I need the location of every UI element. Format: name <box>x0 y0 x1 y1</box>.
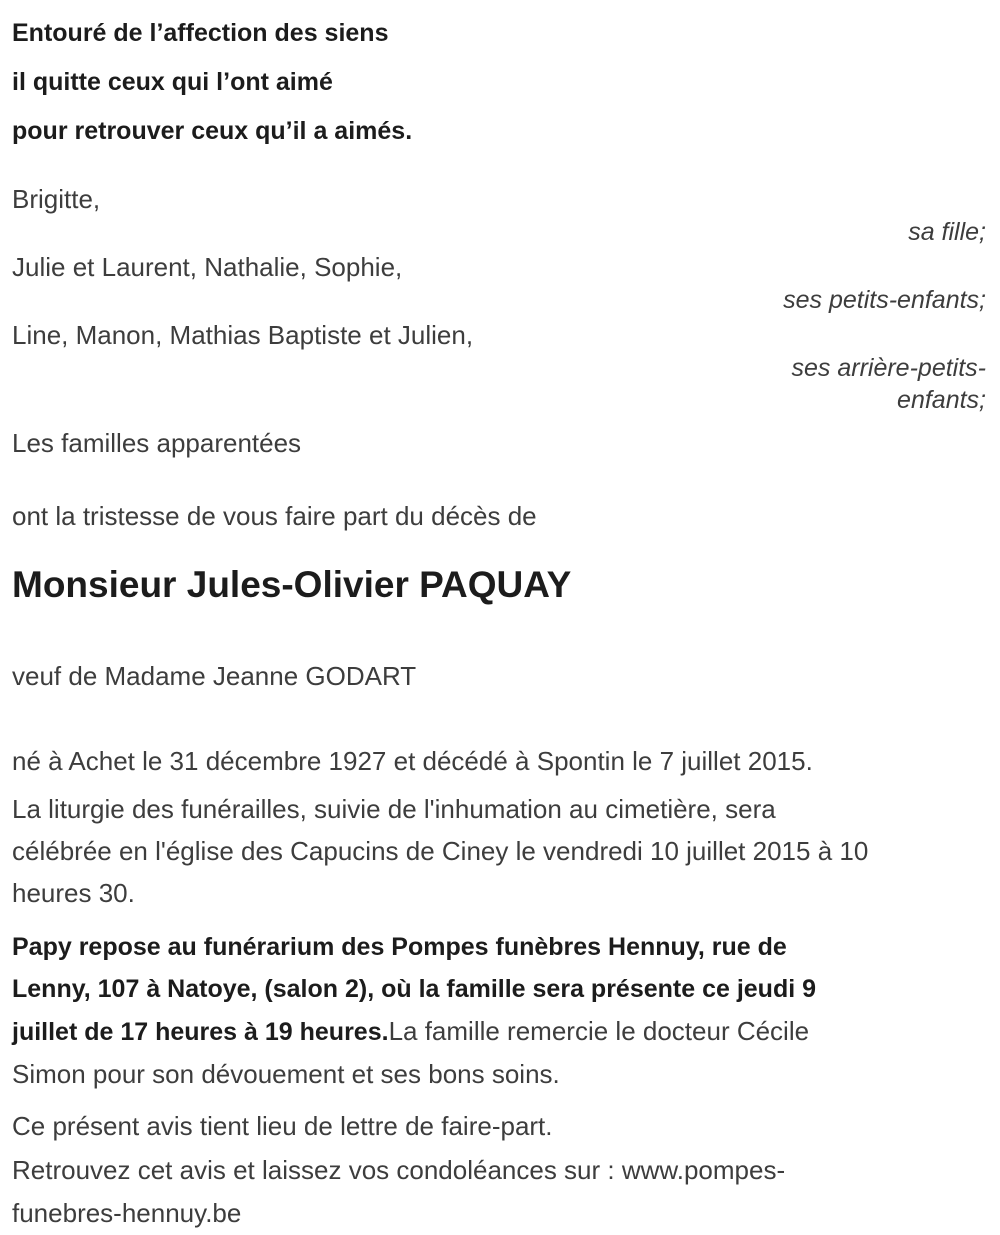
family-group-great-grandchildren <box>12 318 986 416</box>
thanks-inline: La famille remercie le docteur Cécile <box>388 1016 810 1046</box>
ceremony-line-1: La liturgie des funérailles, suivie de l'inhumation au cimetière, sera <box>12 794 776 824</box>
funerarium-bold-tail: juillet de 17 heures à 19 heures. <box>12 1018 389 1046</box>
funerarium-line-2: Lenny, 107 à Natoye, (salon 2), où la famille sera présente ce jeudi 9 <box>12 975 817 1003</box>
family-relation: sa fille; <box>908 218 986 246</box>
ceremony-paragraph <box>12 788 986 914</box>
birth-death-line: né à Achet le 31 décembre 1927 et décédé à Spontin le 7 juillet 2015. <box>12 746 813 776</box>
announcement-intro: ont la tristesse de vous faire part du décès de <box>12 501 537 531</box>
family-names: Julie et Laurent, Nathalie, Sophie, <box>12 252 403 282</box>
deceased-name-heading: Monsieur Jules-Olivier PAQUAY <box>12 564 572 605</box>
family-group-grandchildren <box>12 250 986 316</box>
family-relation: ses petits-enfants; <box>783 286 986 314</box>
family-relation: ses arrière-petits- <box>791 354 986 382</box>
condolences-line-1: Retrouvez cet avis et laissez vos condoléances sur : www.pompes- <box>12 1155 786 1185</box>
ceremony-line-2: célébrée en l'église des Capucins de Ciney le vendredi 10 juillet 2015 à 10 <box>12 836 869 866</box>
epitaph-verse <box>12 9 986 156</box>
epitaph-line-1: Entouré de l’affection des siens <box>12 19 389 47</box>
family-names: Brigitte, <box>12 184 101 214</box>
epitaph-line-2: il quitte ceux qui l’ont aimé <box>12 68 333 96</box>
birth-death-paragraph <box>12 740 986 782</box>
funerarium-line-1: Papy repose au funérarium des Pompes funèbres Hennuy, rue de <box>12 933 787 961</box>
family-list <box>12 182 986 460</box>
ceremony-line-3: heures 30. <box>12 878 135 908</box>
family-names: Line, Manon, Mathias Baptiste et Julien, <box>12 320 474 350</box>
condolences-line-2: funebres-hennuy.be <box>12 1198 242 1228</box>
condolences-paragraph <box>12 1149 986 1235</box>
family-relation: enfants; <box>897 386 986 414</box>
family-closing: Les familles apparentées <box>12 428 302 458</box>
spouse-line: veuf de Madame Jeanne GODART <box>12 661 417 691</box>
funerarium-paragraph <box>12 926 986 1095</box>
epitaph-line-3: pour retrouver ceux qu’il a aimés. <box>12 117 413 145</box>
funerarium-thanks-mixed-line <box>12 1010 986 1053</box>
thanks-line-2: Simon pour son dévouement et ses bons soins. <box>12 1059 560 1089</box>
notice-line: Ce présent avis tient lieu de lettre de faire-part. <box>12 1111 553 1141</box>
notice-paragraph <box>12 1105 986 1147</box>
family-group-daughter <box>12 182 986 248</box>
